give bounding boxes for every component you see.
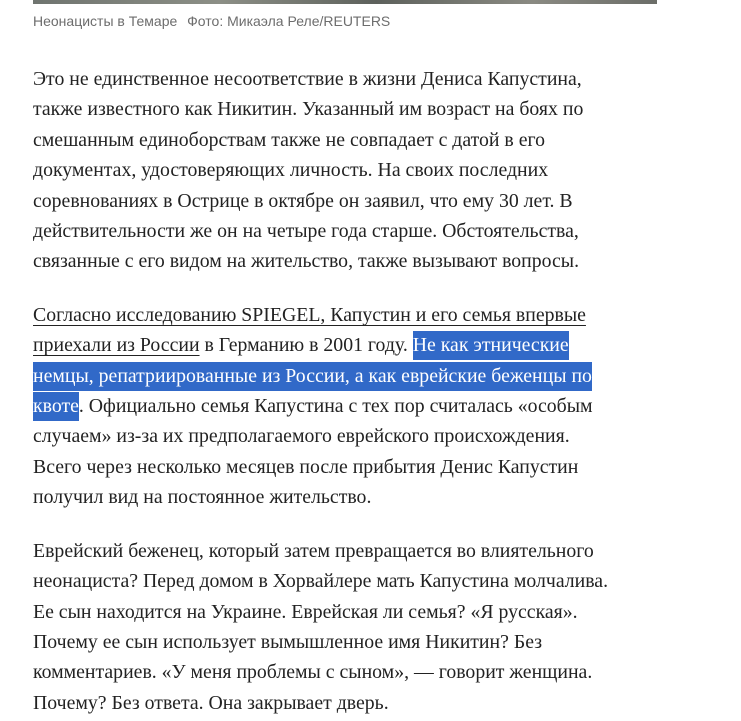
text-line [33,300,683,330]
text-selection[interactable]: немцы, репатриированные из России, а как еврейские беженцы по [33,362,592,391]
text-line: комментариев. «У меня проблемы с сыном», — говорит женщина. [33,661,593,684]
text-line: документах, удостоверяющих личность. На своих последних [33,159,549,182]
text-selection[interactable]: Не как этнические [413,331,569,360]
paragraph-3 [33,536,683,718]
text-line: связанные с его видом на жительство, также вызывают вопросы. [33,250,580,273]
paragraph-1 [33,64,683,277]
text-line: Почему ее сын использует вымышленное имя Никитин? Без [33,630,543,653]
text-line: также известного как Никитин. Указанный им возраст на боях по [33,98,584,121]
text-line: смешанным единоборствам также не совпадает с датой в его [33,128,546,151]
photo-bottom-edge [33,0,657,4]
photo-caption [33,13,390,29]
text-line: получил вид на постоянное жительство. [33,486,372,509]
text-line: Всего через несколько месяцев после прибытия Денис Капустин [33,455,579,478]
text-line: соревнованиях в Острице в октябре он заявил, что ему 30 лет. В [33,189,573,212]
text-line [33,330,683,360]
spiegel-research-link-cont[interactable]: приехали из России [33,334,200,357]
spiegel-research-link[interactable]: Согласно исследованию SPIEGEL, Капустин и его семья впервые [33,303,586,326]
text-line: Еврейский беженец, который затем превращается во влиятельного [33,539,594,562]
caption-text: Неонацисты в Темаре [33,13,178,29]
text-line: случаем» из-за их предполагаемого еврейского происхождения. [33,425,570,448]
text-line [33,361,683,391]
text-selection[interactable]: квоте [33,392,79,421]
text-line [33,391,683,421]
text-line: Это не единственное несоответствие в жизни Дениса Капустина, [33,68,582,90]
paragraph-2 [33,300,683,513]
text-fragment: . Официально семья Капустина с тех пор считалась «особым [78,395,593,418]
text-line: действительности же он на четыре года старше. Обстоятельства, [33,220,579,243]
photo-credit: Фото: Микаэла Реле/REUTERS [187,13,391,29]
text-fragment: в Германию в 2001 году. [199,334,413,357]
text-line: Почему? Без ответа. Она закрывает дверь. [33,691,389,714]
text-line: неонациста? Перед домом в Хорвайлере мать Капустина молчалива. [33,570,609,593]
article-body [33,64,683,718]
text-line: Ее сын находится на Украине. Еврейская ли семья? «Я русская». [33,600,578,623]
